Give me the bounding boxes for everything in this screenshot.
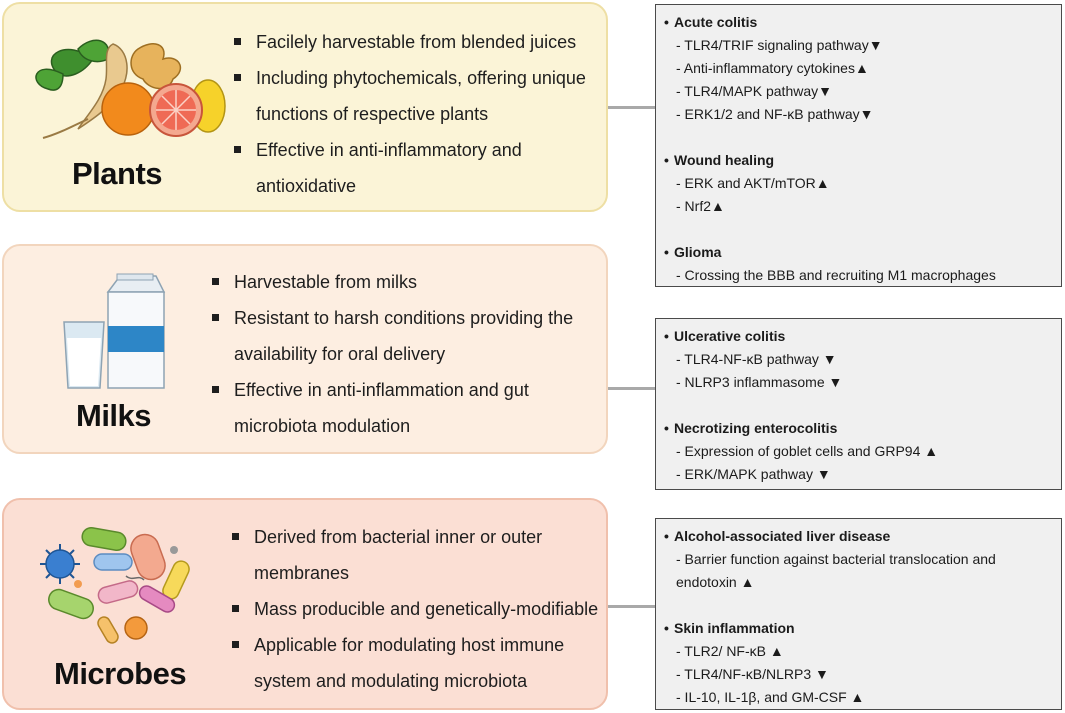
panel-title: Plants [72, 156, 163, 191]
feature-item: Applicable for modulating host immune system and modulating microbiota [230, 627, 605, 699]
disease-heading: • Ulcerative colitis [664, 325, 1053, 348]
effect-item: - TLR2/ NF-κB ▲ [676, 643, 784, 659]
effect-item: - Crossing the BBB and recruiting M1 macrophages [676, 267, 996, 283]
feature-list [232, 24, 602, 204]
plants-panel [2, 2, 608, 212]
plants-effects-box [655, 4, 1062, 287]
milk-carton-glass-icon [60, 272, 170, 394]
panel-title: Milks [76, 398, 152, 433]
connector-line [608, 106, 656, 109]
feature-item: Including phytochemicals, offering unique functions of respective plants [232, 60, 602, 132]
disease-heading: • Wound healing [664, 149, 1053, 172]
effect-item: - ERK1/2 and NF-κB pathway▼ [676, 106, 874, 122]
feature-item: Resistant to harsh conditions providing the availability for oral delivery [210, 300, 600, 372]
effect-item: - NLRP3 inflammasome ▼ [676, 374, 843, 390]
feature-list [210, 264, 600, 444]
plants-fruits-ginger-icon [18, 34, 228, 144]
feature-item: Mass producible and genetically-modifiable [230, 591, 605, 627]
effect-item: - ERK and AKT/mTOR▲ [676, 175, 830, 191]
disease-heading: • Necrotizing enterocolitis [664, 417, 1053, 440]
microbes-panel [2, 498, 608, 710]
feature-item: Effective in anti-inflammatory and antioxidative [232, 132, 602, 204]
effect-item: - ERK/MAPK pathway ▼ [676, 466, 831, 482]
feature-item: Effective in anti-inflammation and gut microbiota modulation [210, 372, 600, 444]
effect-item: - Nrf2▲ [676, 198, 725, 214]
disease-heading: • Alcohol-associated liver disease [664, 525, 1053, 548]
milks-panel [2, 244, 608, 454]
connector-line [608, 605, 656, 608]
feature-item: Harvestable from milks [210, 264, 600, 300]
disease-heading: • Glioma [664, 241, 1053, 264]
feature-item: Derived from bacterial inner or outer membranes [230, 519, 605, 591]
milks-effects-box [655, 318, 1062, 490]
effect-item: - Anti-inflammatory cytokines▲ [676, 60, 869, 76]
feature-item: Facilely harvestable from blended juices [232, 24, 602, 60]
connector-line [608, 387, 656, 390]
effect-item: - TLR4-NF-κB pathway ▼ [676, 351, 837, 367]
feature-list [230, 519, 605, 699]
microbes-effects-box [655, 518, 1062, 710]
effect-item: - Barrier function against bacterial translocation and endotoxin ▲ [676, 551, 996, 590]
disease-heading: • Skin inflammation [664, 617, 1053, 640]
effect-item: - IL-10, IL-1β, and GM-CSF ▲ [676, 689, 865, 705]
effect-item: - TLR4/MAPK pathway▼ [676, 83, 832, 99]
effect-item: - TLR4/NF-κB/NLRP3 ▼ [676, 666, 829, 682]
panel-title: Microbes [54, 656, 187, 691]
effect-item: - Expression of goblet cells and GRP94 ▲ [676, 443, 939, 459]
bacteria-cluster-icon [38, 524, 198, 648]
disease-heading: • Acute colitis [664, 11, 1053, 34]
effect-item: - TLR4/TRIF signaling pathway▼ [676, 37, 883, 53]
